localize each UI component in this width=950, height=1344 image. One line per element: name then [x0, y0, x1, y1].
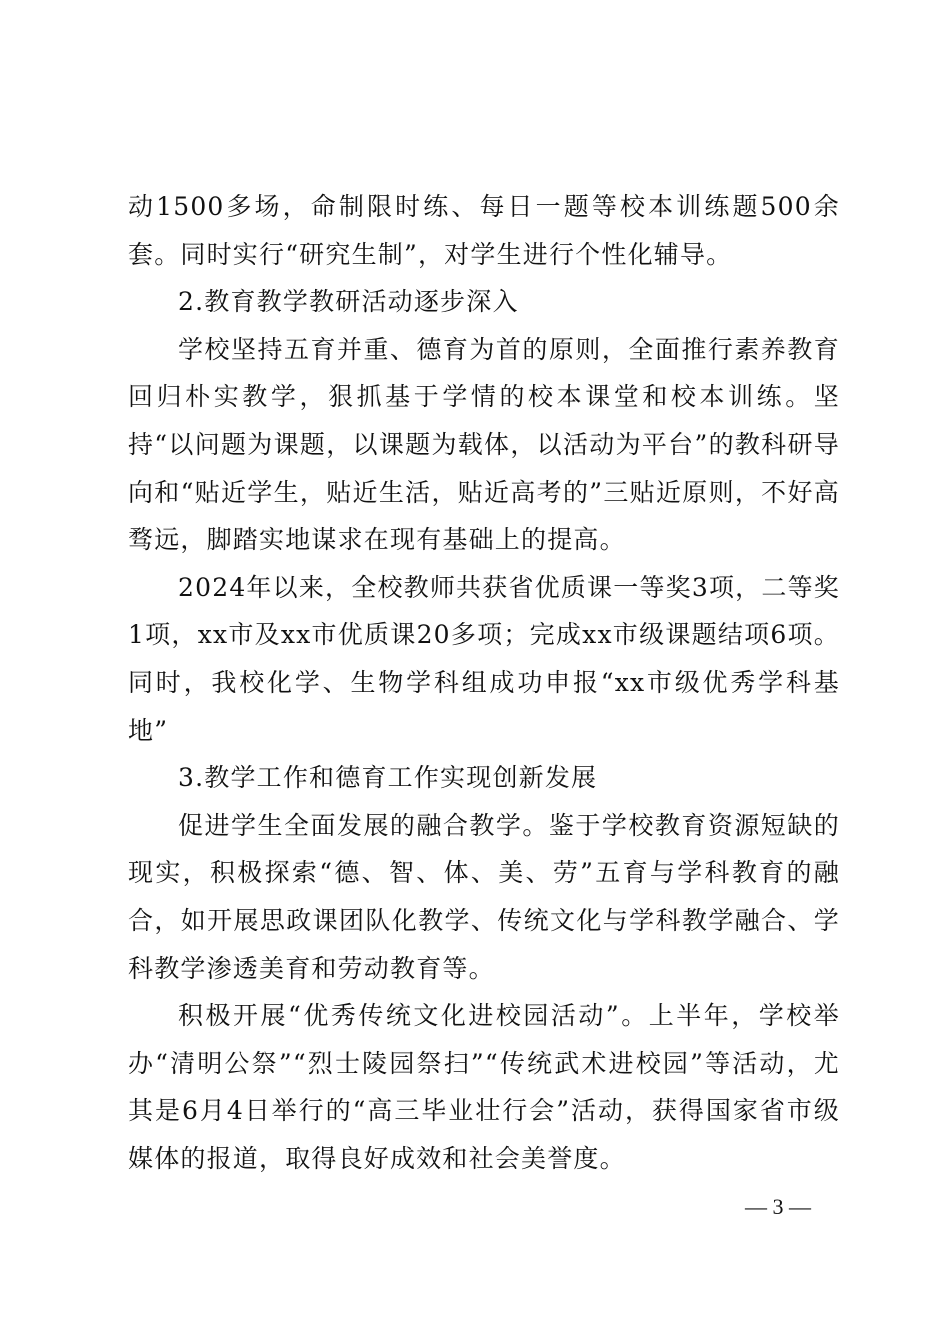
section-heading-2: 2.教育教学教研活动逐步深入 [178, 287, 519, 317]
paragraph-awards: 2024年以来，全校教师共获省优质课一等奖3项，二等奖1项，xx市及xx市优质课20多项；完成xx市级课题结项6项。同时，我校化学、生物学科组成功申报“xx市级优秀学科基地” [128, 572, 840, 745]
paragraph-integrated-teaching: 促进学生全面发展的融合教学。鉴于学校教育资源短缺的现实，积极探索“德、智、体、美、劳”五育与学科教育的融合，如开展思政课团队化教学、传统文化与学科教学融合、学科教学渗透美育和劳动教育等。 [128, 810, 840, 983]
section-heading-3: 3.教学工作和德育工作实现创新发展 [178, 763, 598, 793]
document-body [128, 183, 840, 1182]
page-number: — 3 — [745, 1194, 811, 1219]
paragraph-traditional-culture: 积极开展“优秀传统文化进校园活动”。上半年，学校举办“清明公祭”“烈士陵园祭扫”“传统武术进校园”等活动，尤其是6月4日举行的“高三毕业壮行会”活动，获得国家省市级媒体的报道，取得良好成效和社会美誉度。 [128, 1001, 840, 1173]
paragraph-continuation: 动1500多场，命制限时练、每日一题等校本训练题500余套。同时实行“研究生制”，对学生进行个性化辅导。 [128, 192, 840, 269]
paragraph-teaching-principles: 学校坚持五育并重、德育为首的原则，全面推行素养教育回归朴实教学，狠抓基于学情的校本课堂和校本训练。坚持“以问题为课题，以课题为载体，以活动为平台”的教科研导向和“贴近学生，贴近生活，贴近高考的”三贴近原则，不好高骛远，脚踏实地谋求在现有基础上的提高。 [128, 334, 840, 555]
